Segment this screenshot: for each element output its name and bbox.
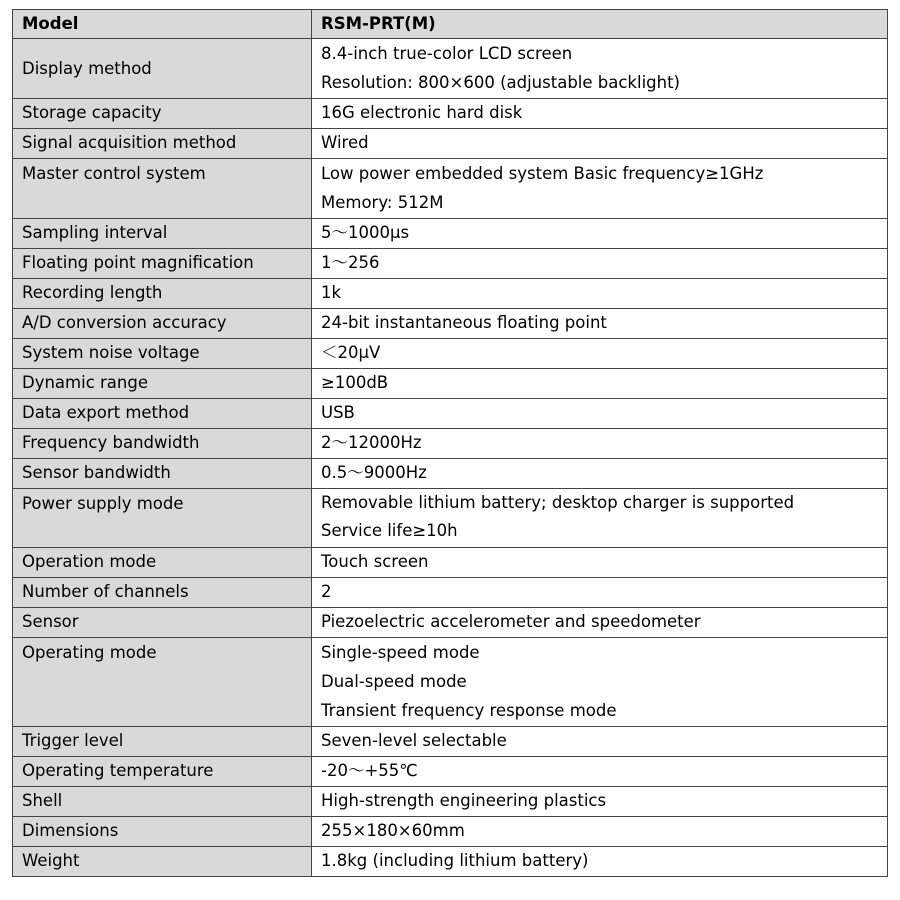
table-row <box>13 459 888 489</box>
table-row <box>13 489 888 548</box>
table-row <box>13 339 888 369</box>
spec-value-line: Transient frequency response mode <box>321 701 617 720</box>
spec-value <box>312 847 888 877</box>
spec-label: System noise voltage <box>13 339 312 369</box>
header-value: RSM-PRT(M) <box>312 10 888 39</box>
spec-value-line: 2～12000Hz <box>321 433 422 452</box>
spec-value-line: Wired <box>321 133 369 152</box>
table-row <box>13 159 888 219</box>
spec-value-line: Resolution: 800×600 (adjustable backlight) <box>321 73 680 92</box>
table-row <box>13 608 888 638</box>
spec-table-body <box>13 39 888 877</box>
spec-label: Sampling interval <box>13 219 312 249</box>
spec-value <box>312 489 888 548</box>
spec-value <box>312 129 888 159</box>
table-row <box>13 279 888 309</box>
spec-value <box>312 279 888 309</box>
spec-label: Weight <box>13 847 312 877</box>
spec-value-line: 24-bit instantaneous floating point <box>321 313 607 332</box>
spec-value-line: Dual-speed mode <box>321 672 467 691</box>
spec-value <box>312 817 888 847</box>
spec-value-line: Memory: 512M <box>321 193 444 212</box>
spec-label: Operating mode <box>13 638 312 727</box>
spec-label: Trigger level <box>13 727 312 757</box>
spec-label: Sensor <box>13 608 312 638</box>
spec-value-line: Single-speed mode <box>321 643 480 662</box>
spec-value <box>312 757 888 787</box>
spec-table <box>12 9 888 877</box>
spec-value-line: Touch screen <box>321 552 429 571</box>
spec-value <box>312 608 888 638</box>
spec-label: Floating point magnification <box>13 249 312 279</box>
table-row <box>13 578 888 608</box>
spec-value-line: Seven-level selectable <box>321 731 507 750</box>
spec-value <box>312 399 888 429</box>
spec-value <box>312 39 888 99</box>
table-row <box>13 757 888 787</box>
spec-value-line: 1.8kg (including lithium battery) <box>321 851 589 870</box>
spec-value <box>312 219 888 249</box>
spec-value <box>312 727 888 757</box>
table-row <box>13 39 888 99</box>
spec-value <box>312 369 888 399</box>
table-row <box>13 309 888 339</box>
spec-label: Dynamic range <box>13 369 312 399</box>
spec-value-line: ＜20μV <box>321 343 381 362</box>
spec-value-line: Piezoelectric accelerometer and speedometer <box>321 612 701 631</box>
spec-label: Dimensions <box>13 817 312 847</box>
table-row <box>13 787 888 817</box>
table-row <box>13 219 888 249</box>
table-row <box>13 99 888 129</box>
spec-value-line: 5～1000μs <box>321 223 410 242</box>
spec-value <box>312 309 888 339</box>
spec-value-line: 1k <box>321 283 342 302</box>
table-row <box>13 638 888 727</box>
spec-label: Master control system <box>13 159 312 219</box>
spec-value-line: 16G electronic hard disk <box>321 103 523 122</box>
spec-label: Sensor bandwidth <box>13 459 312 489</box>
table-row <box>13 129 888 159</box>
table-row <box>13 817 888 847</box>
header-row <box>13 10 888 39</box>
spec-value-line: 0.5～9000Hz <box>321 463 427 482</box>
spec-value-line: ≥100dB <box>321 373 389 392</box>
spec-value-line: 2 <box>321 582 332 601</box>
spec-value-line: USB <box>321 403 355 422</box>
spec-value-line: Removable lithium battery; desktop charger is supported <box>321 493 795 512</box>
table-row <box>13 548 888 578</box>
spec-label: A/D conversion accuracy <box>13 309 312 339</box>
header-label: Model <box>13 10 312 39</box>
spec-label: Signal acquisition method <box>13 129 312 159</box>
spec-label: Data export method <box>13 399 312 429</box>
table-row <box>13 369 888 399</box>
spec-value-line: High-strength engineering plastics <box>321 791 607 810</box>
spec-value <box>312 459 888 489</box>
spec-value <box>312 787 888 817</box>
table-row <box>13 249 888 279</box>
spec-label: Number of channels <box>13 578 312 608</box>
spec-value <box>312 548 888 578</box>
spec-value <box>312 578 888 608</box>
spec-value-line: -20～+55℃ <box>321 761 418 780</box>
spec-value <box>312 249 888 279</box>
spec-label: Display method <box>13 39 312 99</box>
spec-label: Power supply mode <box>13 489 312 548</box>
spec-value <box>312 99 888 129</box>
table-row <box>13 847 888 877</box>
spec-value <box>312 339 888 369</box>
spec-value <box>312 638 888 727</box>
spec-value-line: 255×180×60mm <box>321 821 465 840</box>
spec-label: Recording length <box>13 279 312 309</box>
spec-value-line: 1～256 <box>321 253 380 272</box>
spec-label: Operation mode <box>13 548 312 578</box>
spec-value <box>312 429 888 459</box>
spec-label: Shell <box>13 787 312 817</box>
spec-value-line: Service life≥10h <box>321 521 458 540</box>
spec-value-line: Low power embedded system Basic frequency≥1GHz <box>321 164 764 183</box>
spec-value-line: 8.4-inch true-color LCD screen <box>321 44 573 63</box>
table-row <box>13 399 888 429</box>
spec-value <box>312 159 888 219</box>
spec-label: Storage capacity <box>13 99 312 129</box>
spec-table-header <box>13 10 888 39</box>
spec-label: Frequency bandwidth <box>13 429 312 459</box>
spec-label: Operating temperature <box>13 757 312 787</box>
table-row <box>13 429 888 459</box>
table-row <box>13 727 888 757</box>
